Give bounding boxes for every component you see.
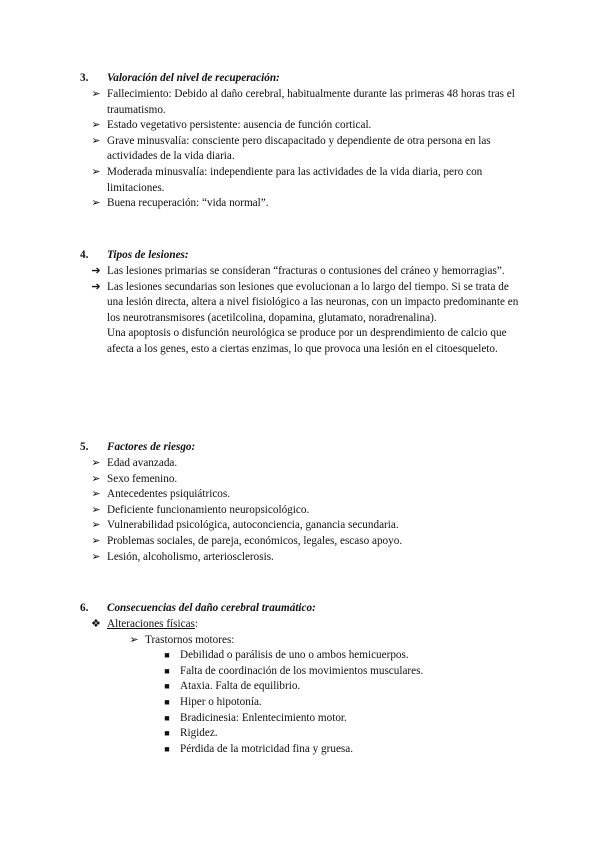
section-consequences <box>0 601 600 757</box>
list-item <box>0 456 600 472</box>
list-item <box>0 726 600 742</box>
arrowhead-bullet-icon: ➢ <box>91 550 101 563</box>
arrowhead-bullet-icon: ➢ <box>91 519 101 532</box>
list-item <box>0 165 600 196</box>
list-item-text: Moderada minusvalía: independiente para las actividades de la vida diaria, pero con limitaciones. <box>107 165 483 194</box>
list-item-text: Pérdida de la motricidad fina y gruesa. <box>180 742 354 755</box>
list-item <box>0 664 600 680</box>
arrowhead-bullet-icon: ➢ <box>91 472 101 485</box>
list-item-text: Deficiente funcionamiento neuropsicológico. <box>107 503 310 516</box>
list-item-text: Las lesiones primarias se consideran “fracturas o contusiones del cráneo y hemorragias”. <box>107 265 505 277</box>
square-bullet-icon: ■ <box>164 696 170 707</box>
square-bullet-icon: ■ <box>164 665 170 676</box>
list-item-text: Fallecimiento: Debido al daño cerebral, habitualmente durante las primeras 48 horas tras el traumatismo. <box>107 88 515 116</box>
section-number: 6. <box>80 602 89 614</box>
list-item-text: Lesión, alcoholismo, arteriosclerosis. <box>107 550 274 563</box>
arrowhead-bullet-icon: ➢ <box>91 488 101 501</box>
square-bullet-icon: ■ <box>164 728 170 739</box>
list-item-text: Vulnerabilidad psicológica, autoconciencia, ganancia secundaria. <box>107 519 399 532</box>
list-item-text: Debilidad o parálisis de uno o ambos hemicuerpos. <box>180 649 409 662</box>
diamond-bullet-icon: ❖ <box>90 618 102 630</box>
arrowhead-bullet-icon: ➢ <box>129 633 139 646</box>
list-item <box>0 742 600 758</box>
arrowhead-bullet-icon: ➢ <box>91 165 101 178</box>
list-item-text: Estado vegetativo persistente: ausencia de función cortical. <box>107 119 372 132</box>
section-title: Tipos de lesiones: <box>107 249 189 261</box>
section-title: Factores de riesgo: <box>107 441 196 453</box>
subsection-colon: : <box>194 618 199 630</box>
section-number: 5. <box>80 441 89 453</box>
arrowhead-bullet-icon: ➢ <box>91 457 101 469</box>
list-item-text: Falta de coordinación de los movimientos musculares. <box>180 664 424 677</box>
square-bullet-icon: ■ <box>164 681 170 692</box>
section-number: 3. <box>80 72 89 84</box>
list-item-text: Hiper o hipotonía. <box>180 695 262 708</box>
list-item-text: Grave minusvalía: consciente pero discapacitado y dependiente de otra persona en las actividades de la vida diaria. <box>107 134 491 163</box>
list-item-text: Sexo femenino. <box>107 472 178 485</box>
list-item <box>0 534 600 550</box>
list-item-text: Rigidez. <box>180 727 218 740</box>
section-title: Consecuencias del daño cerebral traumático: <box>107 602 316 614</box>
list-item <box>0 87 600 118</box>
section-heading <box>0 248 600 264</box>
section-heading <box>0 601 600 617</box>
square-bullet-icon: ■ <box>164 743 170 754</box>
section-heading <box>0 71 600 87</box>
list-item-text: Problemas sociales, de pareja, económicos, legales, escaso apoyo. <box>107 534 403 547</box>
arrowhead-bullet-icon: ➢ <box>91 119 101 132</box>
section-recovery-level <box>0 71 600 212</box>
arrowhead-bullet-icon: ➢ <box>91 503 101 516</box>
list-item <box>0 487 600 503</box>
list-item <box>0 518 600 534</box>
group-title: Trastornos motores: <box>145 633 235 646</box>
list-item-text: Antecedentes psiquiátricos. <box>107 488 231 501</box>
right-arrow-bullet-icon: ➔ <box>91 265 101 277</box>
group-item <box>0 633 600 649</box>
list-item <box>0 472 600 488</box>
list-item-text: Ataxia. Falta de equilibrio. <box>180 680 301 693</box>
section-title: Valoración del nivel de recuperación: <box>107 72 280 84</box>
section-lesion-types <box>0 248 600 358</box>
list-item-text: Bradicinesia: Enlentecimiento motor. <box>180 711 347 724</box>
list-item <box>0 679 600 695</box>
list-item-text: Las lesiones secundarias son lesiones que evolucionan a lo largo del tiempo. Si se trata de una lesión directa, altera a nivel fisiológico a las neuronas, con un impacto predominante en los neurotransmisores (acetilcolina, dopamina, glutamato, noradrenalina). <box>107 280 519 324</box>
section-number: 4. <box>80 249 89 261</box>
list-item <box>0 711 600 727</box>
subsection-title: Alteraciones físicas <box>107 618 195 630</box>
arrowhead-bullet-icon: ➢ <box>91 534 101 547</box>
section-heading <box>0 440 600 456</box>
list-item <box>0 648 600 664</box>
subsection-item <box>0 617 600 633</box>
arrowhead-bullet-icon: ➢ <box>91 88 101 100</box>
list-item <box>0 134 600 165</box>
list-item <box>0 118 600 134</box>
paragraph: Una apoptosis o disfunción neurológica se produce por un desprendimiento de calcio que afecta a los genes, esto a ciertas enzimas, lo que provoca una lesión en el citoesqueleto. <box>107 327 507 355</box>
arrowhead-bullet-icon: ➢ <box>91 134 101 147</box>
square-bullet-icon: ■ <box>164 712 170 723</box>
list-item <box>0 550 600 566</box>
list-item-text: Buena recuperación: “vida normal”. <box>107 197 269 210</box>
list-item-text: Edad avanzada. <box>107 457 178 469</box>
square-bullet-icon: ■ <box>164 650 170 661</box>
list-item <box>0 196 600 212</box>
list-item <box>0 280 600 327</box>
section-risk-factors <box>0 440 600 565</box>
right-arrow-bullet-icon: ➔ <box>91 280 101 293</box>
arrowhead-bullet-icon: ➢ <box>91 197 101 210</box>
list-item <box>0 695 600 711</box>
list-item <box>0 503 600 519</box>
list-item <box>0 264 600 280</box>
